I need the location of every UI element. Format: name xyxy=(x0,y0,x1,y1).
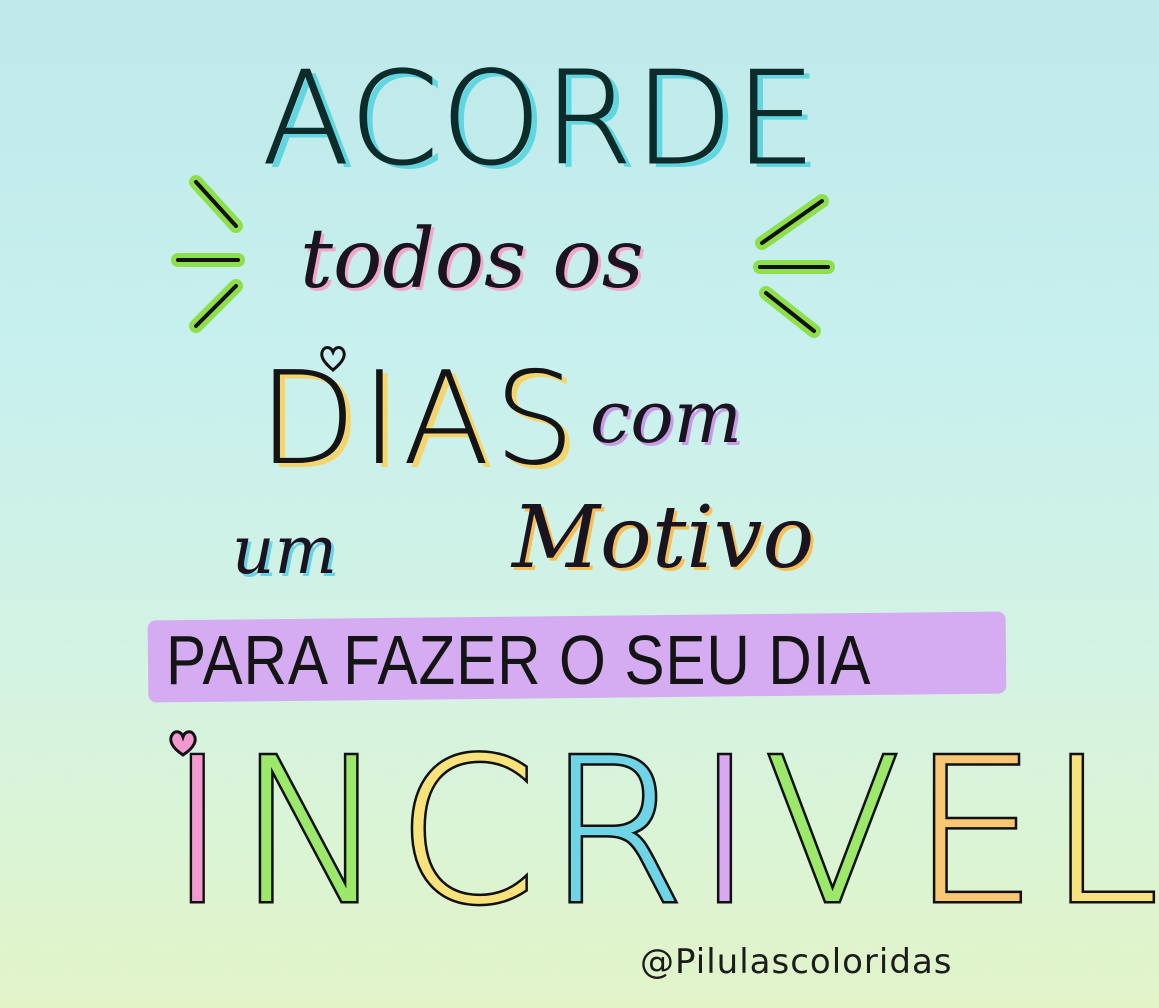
incrivel-letter: I xyxy=(168,716,227,949)
script-com: com xyxy=(590,375,742,459)
incrivel-letter: I xyxy=(695,716,755,949)
incrivel-letter: L xyxy=(1047,716,1159,949)
script-todos-os: todos os xyxy=(300,212,644,307)
headline-acorde: ACORDE xyxy=(262,45,818,194)
incrivel-letter: E xyxy=(911,716,1038,949)
incrivel-letter: C xyxy=(396,716,537,949)
script-motivo: Motivo xyxy=(512,488,815,588)
script-um: um xyxy=(232,512,338,589)
incrivel-letter: R xyxy=(546,716,686,949)
incrivel-letter: N xyxy=(236,716,387,949)
author-credit: @Pilulascoloridas xyxy=(640,942,953,982)
incrivel-letter: V xyxy=(764,716,902,949)
phrase-para-fazer: PARA FAZER O SEU DIA xyxy=(166,621,872,699)
ray-lines-right-icon xyxy=(740,185,840,345)
word-incrivel xyxy=(168,716,1159,949)
ray-lines-left-icon xyxy=(168,168,258,338)
word-dias: DIAS xyxy=(258,345,580,494)
